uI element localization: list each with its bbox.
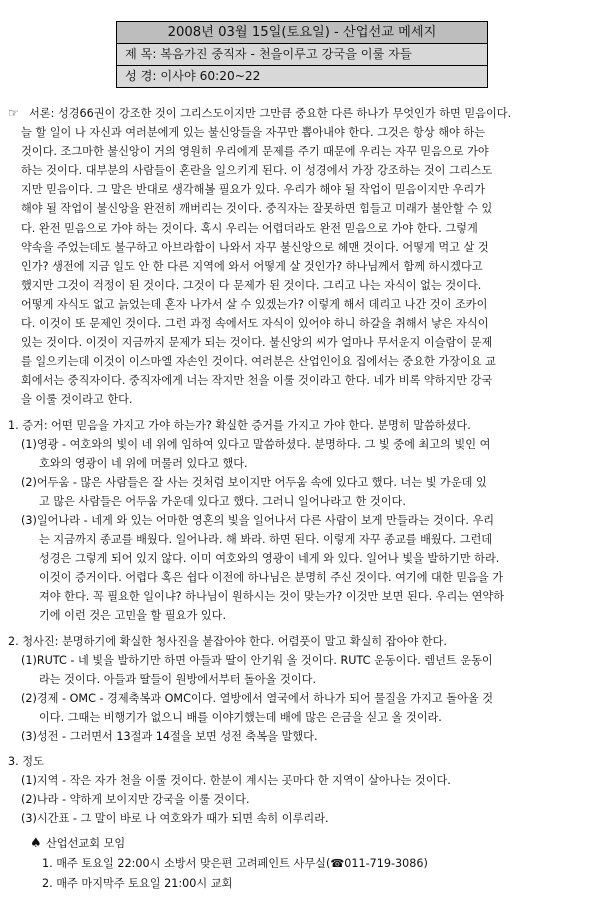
intro-line: 어떻게 자식도 없고 늙었는데 혼자 나가서 살 수 있겠는가? 이렇게 해서 데리고 나간 것이 조카이 (21, 297, 488, 311)
sub-item: (1)영광 - 여호와의 빛이 네 위에 임하여 있다고 말씀하셨다. 분명하다. 그 빛 중에 최고의 빛인 여 (21, 437, 491, 451)
section-degree (8, 752, 594, 828)
section-heading: 3. 정도 (8, 755, 44, 769)
section-line: 이다. 그때는 비행기가 없으니 배를 이야기했는데 배에 많은 은금을 싣고 올 것이라. (39, 710, 442, 724)
intro-line: 를 일으키는데 이것이 이스마엘 자손인 것이다. 여러분은 산업인이요 집에서는 중요한 가장이요 교 (21, 355, 496, 369)
pointing-hand-icon: ☞ (8, 106, 19, 120)
sub-item: (2)나라 - 약하게 보이지만 강국을 이룰 것이다. (21, 793, 250, 807)
sermon-subject: 제 목: 복음가진 중직자 - 천을이루고 강국을 이룰 자들 (117, 44, 487, 66)
sub-item: (3)시간표 - 그 말이 바로 나 여호와가 때가 되면 속히 이루리라. (21, 812, 329, 826)
intro-line (8, 104, 594, 123)
section-line: 고 많은 사람들은 어두움 가운데 있다고 했다. 그러니 일어나라고 한 것이다. (39, 494, 406, 508)
section-blueprint (8, 632, 594, 747)
intro-line: 약속을 주었는데도 불구하고 아브라함이 나와서 자꾸 불신앙으로 헤맨 것이다. 어떻게 먹고 살 것 (21, 240, 489, 254)
intro-line: 것이다. 조그마한 불신앙이 거의 영원히 우리에게 문제를 주기 때문에 우리는 자꾸 믿음으로 가야 (21, 145, 489, 159)
intro-line: 했지만 그것이 걱정이 된 것이다. 그것이 다 문제가 된 것이다. 그리고 나는 자식이 없는 것이다. (21, 278, 482, 292)
sub-item: (1)RUTC - 네 빛을 발하기만 하면 아들과 딸이 안기워 올 것이다. RUTC 운동이다. 렘넌트 운동이 (21, 653, 493, 667)
footer-title-line (30, 834, 590, 854)
scripture-reference: 성 경: 이사야 60:20~22 (117, 66, 487, 87)
section-heading: 1. 증거: 어떤 믿음을 가지고 가야 하는가? 확실한 증거를 가지고 가야 한다. 분명히 말씀하셨다. (8, 418, 471, 432)
message-title: 2008년 03월 15일(토요일) - 산업선교 메세지 (117, 22, 487, 44)
header-box (116, 21, 488, 88)
intro-text: 서론: 성경66권이 강조한 것이 그리스도이지만 그만큼 중요한 다른 하나가 무엇인가 하면 믿음이다. (29, 107, 512, 120)
section-line: 호와의 영광이 네 위에 머물러 있다고 했다. (39, 456, 248, 470)
section-line: 성경은 그렇게 되어 있지 않다. 이미 여호와의 영광이 네게 와 있다. 일어나 빛을 발하기만 하라. (39, 552, 500, 566)
intro-line: 늘 할 일이 나 자신과 여러분에게 있는 불신앙들을 자꾸만 뽑아내야 한다. 그것은 항상 해야 하는 (21, 126, 486, 140)
intro-section (8, 104, 594, 410)
section-heading: 2. 청사진: 분명하기에 확실한 청사진을 붙잡아야 한다. 어렴풋이 말고 확실히 잡아야 한다. (8, 634, 447, 648)
footer-item: 2. 매주 마지막주 토요일 21:00시 교회 (42, 877, 233, 890)
footer-meetings (30, 834, 590, 894)
section-line: 져야 한다. 꼭 필요한 일이냐? 하나님이 원하시는 것이 맞는가? 이것만 보면 된다. 우리는 연약하 (39, 590, 505, 604)
footer-title: 산업선교회 모임 (46, 837, 126, 850)
intro-line: 다. 이것이 또 문제인 것이다. 그런 과정 속에서도 자식이 있어야 하니 하갈을 취해서 낳은 자식이 (21, 317, 489, 331)
section-line: 이것이 증거이다. 어렵다 혹은 쉽다 이전에 하나님은 분명히 주신 것이다. 여기에 대한 믿음을 가 (39, 571, 504, 585)
spade-icon: ♠ (30, 836, 42, 851)
intro-line: 다. 완전 믿음으로 가야 하는 것이다. 혹시 우리는 어렵더라도 완전 믿음으로 가야 한다. 그렇게 (21, 221, 478, 235)
section-evidence (8, 416, 594, 626)
intro-line: 하는 것이다. 대부분의 사람들이 혼란을 일으키게 된다. 이 성경에서 가장 강조하는 것이 그리스도 (21, 164, 493, 178)
footer-item: 1. 매주 토요일 22:00시 소방서 맞은편 고려페인트 사무실(☎011-719-3086) (42, 857, 428, 870)
section-line: 는 지금까지 종교를 배웠다. 일어나라. 해 봐라. 하면 된다. 이렇게 자꾸 종교를 배웠다. 그런데 (39, 533, 493, 547)
intro-line: 을 이룰 것이라고 한다. (21, 393, 133, 407)
sub-item: (2)어두움 - 많은 사람들은 잘 사는 것처럼 보이지만 어두움 속에 있다고 했다. 너는 빛 가운데 있 (21, 475, 487, 489)
intro-line: 인가? 생전에 지금 일도 안 한 다른 지역에 와서 어떻게 살 것인가? 하나님께서 함께 하시겠다고 (21, 259, 483, 273)
section-line: 기에 이런 것은 고민을 할 필요가 있다. (39, 609, 227, 623)
intro-line: 있는 것이다. 이것이 지금까지 문제가 되는 것이다. 불신앙의 씨가 얼마나 무서운지 이슬람이 문제 (21, 336, 493, 350)
intro-line: 회에서는 중직자이다. 중직자에게 너는 작지만 천을 이룰 것이라고 한다. 네가 비록 약하지만 강국 (21, 374, 493, 388)
intro-line: 해야 될 작업이 불신앙을 완전히 깨버리는 것이다. 중직자는 잘못하면 힘들고 미래가 불안할 수 있 (21, 202, 493, 216)
sub-item: (1)지역 - 작은 자가 천을 이룰 것이다. 한분이 계시는 곳마다 한 지역이 살아나는 것이다. (21, 774, 451, 788)
sub-item: (2)경제 - OMC - 경제축복과 OMC이다. 열방에서 열국에서 하나가 되어 물질을 가지고 돌아올 것 (21, 691, 494, 705)
sermon-body (8, 104, 594, 828)
sub-item: (3)성전 - 그러면서 13절과 14절을 보면 성전 축복을 말했다. (21, 730, 318, 743)
section-line: 라는 것이다. 아들과 딸들이 원방에서부터 돌아올 것이다. (39, 672, 317, 686)
intro-line: 지만 믿음이다. 그 말은 반대로 생각해볼 필요가 있다. 우리가 해야 될 작업이 믿음이지만 우리가 (21, 183, 486, 197)
sub-item: (3)일어나라 - 네게 와 있는 어마한 영혼의 빛을 일어나서 다른 사람이 보게 만들라는 것이다. 우리 (21, 513, 495, 527)
